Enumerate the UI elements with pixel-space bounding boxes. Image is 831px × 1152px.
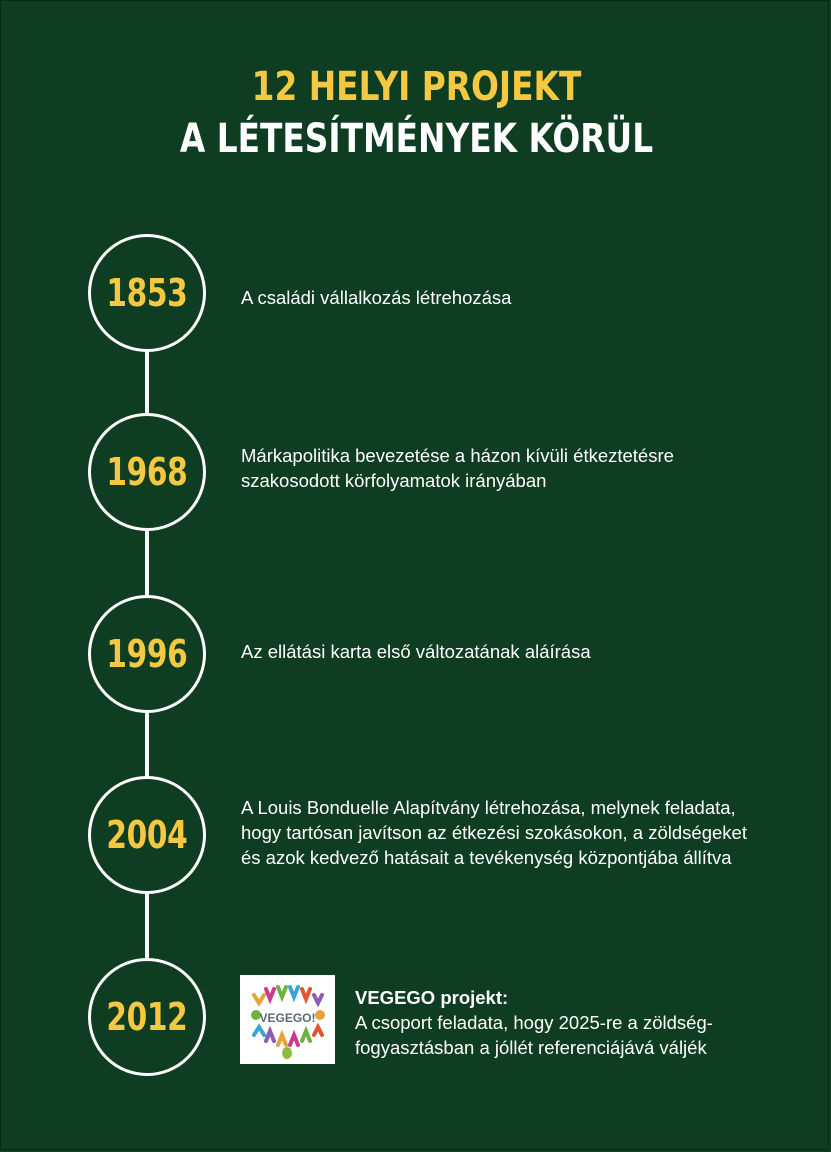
year-label: 1853 (106, 271, 188, 315)
year-circle-1853 (88, 234, 206, 352)
timeline-connector (145, 709, 149, 777)
year-circle-2004 (88, 776, 206, 894)
milestone-text: Az ellátási karta első változatának aláírása (241, 641, 591, 662)
timeline-connector (145, 891, 149, 959)
milestone-description (355, 985, 815, 1060)
vegego-logo-text: VEGEGO! (259, 1011, 316, 1025)
milestone-text: fogyasztásban a jóllét referenciájává váljék (355, 1037, 707, 1058)
year-label: 2004 (106, 813, 188, 857)
timeline-connector (145, 529, 149, 597)
year-circle-2012 (88, 958, 206, 1076)
year-circle-1996 (88, 595, 206, 713)
year-label: 1996 (106, 632, 188, 676)
vegego-logo (240, 975, 335, 1064)
milestone-text: hogy tartósan javítson az étkezési szokásokon, a zöldségeket (241, 822, 747, 843)
milestone-heading: VEGEGO projekt: (355, 987, 509, 1008)
title-line-1: 12 HELYI PROJEKT (251, 64, 582, 110)
year-circle-1968 (88, 413, 206, 531)
milestone-text: szakosodott körfolyamatok irányában (241, 470, 547, 491)
milestone-text: A Louis Bonduelle Alapítvány létrehozása, melynek feladata, (241, 797, 736, 818)
year-label: 2012 (106, 995, 188, 1039)
milestone-description (241, 639, 811, 664)
milestone-description (241, 443, 811, 493)
milestone-text: A csoport feladata, hogy 2025-re a zöldség- (355, 1012, 713, 1033)
year-label: 1968 (106, 450, 188, 494)
milestone-description (241, 285, 811, 310)
milestone-text: és azok kedvező hatásait a tevékenység központjába állítva (241, 847, 732, 868)
milestone-text: Márkapolitika bevezetése a házon kívüli étkeztetésre (241, 445, 674, 466)
milestone-text: A családi vállalkozás létrehozása (241, 287, 512, 308)
title-line-2: A LÉTESÍTMÉNYEK KÖRÜL (179, 116, 654, 162)
milestone-description (241, 795, 811, 870)
timeline-connector (145, 349, 149, 417)
